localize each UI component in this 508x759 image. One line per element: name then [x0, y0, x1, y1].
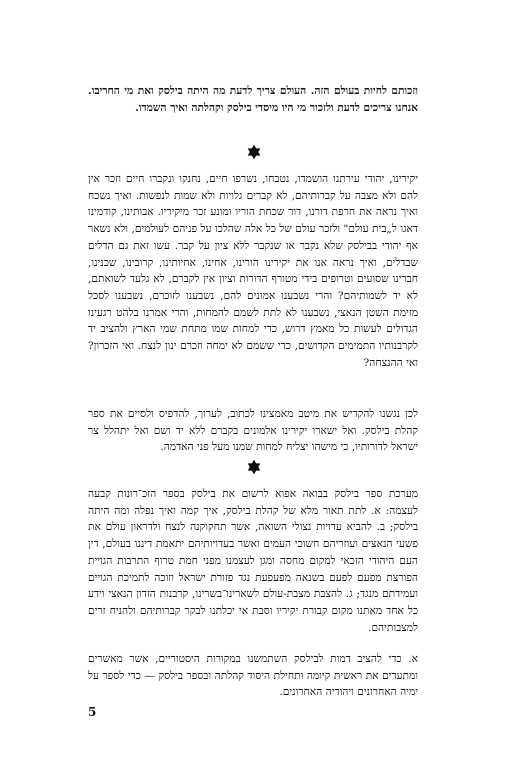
book-purpose-paragraph: לכן נגשנו להקדיש את מיטב מאמצינו לכתוב, לערוך, להדפיס ולסיים את ספר קהלת בילסק. ואל ישארו יקירינו אלמונים בקברם ללא יד ושם ואל יתהלל צר ישראל לדורותיו, כי מישהו יצליח למחות שמנו מעל פני האדמה. — [88, 408, 418, 454]
editorial-goals-paragraph: מערכת ספר בילסק בבואה אפוא לרשום את בילסק בספר הזכ־רונות קבעה לעצמה: א. לתת תאור מלא של קהלת בילסק, איך קמה ואיך נפלה ומה היתה בילסק; ב. להביא עדויות נצולי השואה, אשר תחקוקנה לנצח ולדראון עולם את פשעי הנאצים ועוזריהם חשוכי העמים ואשר בעדויותיהם יתאמת דיננו בעולם, דין העם היהודי הזכאי למקום מחסה ומגן לעצמנו מפני חמת טרוף התרבות הגויית הפורצת מפעם לפעם בשנאה מפעפעת נגד פזורת ישראל וזוכה לתמיכת הגויים ועמידתם מנגד; ג. להצבת מצבת-עולם לשארינו־בשרינו, קרבנות הזדון הנאצי וידע כל אחד מאתנו מקום קבורת יקיריו וסבת אי יכלתנו לבקר קברותיהם ולהניח זרים למצבותיהם. — [88, 488, 418, 634]
star-of-david-divider-icon — [246, 144, 262, 160]
page-number: 5 — [88, 705, 97, 719]
star-of-david-divider-icon — [246, 459, 262, 475]
sources-paragraph: א. כדי להציב דמות לבילסק השתמשנו במקורות היסטוריים, אשר מאשרים ומתעדים את ראשית קיומה ותחילת היסוד קהלתה ובספר בילסק — כדי לספר על ימיה האחרונים ויהודיה האחרונים. — [88, 653, 418, 699]
opening-paragraph: וזכותם לחיות בעולם הזה. העולם צריך לדעת מה היתה בילסק ואת מי החריבו. אנחנו צריכים לדעת ולזכור מי היו מיסדי בילסק וקהלתה ואיך השמדו. — [88, 85, 418, 114]
memorial-paragraph: יקירינו, יהודי עירתנו הושמדו, נטבחו, נשרפו חיים, נחנקו ונקברו חיים וזכר אין להם ולא מצבה על קברותיהם, לא קברים גלויות ולא שמות לנפשות. ואיך נשכח ואיך נראה את חרפת דורנו, דור שכחת הוריו ומונע זכר מיקיריו. אבותינו, קודמינו דאגו ל„בית עולם" ולזכר עולם של כל אלה שהלכו על פניהם לעולמים, ולא נשאר אף יהודי בבילסק שלא נקבר או שנקבר ללא ציון על קבר. עשו זאת גם הדלים שבדלים, ואיך נראה אנו את יקירינו הורינו, אחינו, אחיותינו, קרובינו, שכנינו, חברינו שסועים וטרופים בידי מטורף הדורות וציון אין לקברם, לא גלעד לשואתם, לא יד לשמותיהם? והרי נשבענו אמונים להם, נשבענו לזוכרם, נשבענו לסכל מזימת השטן הנאצי, נשבענו לא לתת לשמם להמחות, והרי אמרנו בלהט רגעינו הגדולים לעשות כל מאמץ דרוש, כדי למחות שמו מתחת שמי הארץ ולהציב יד לקרבנותיו התמימים הקדושים, כדי ששמם לא ימחה וזכרם ינון לנצח. ואי הזכרון? ואי ההנצחה? — [88, 173, 418, 369]
